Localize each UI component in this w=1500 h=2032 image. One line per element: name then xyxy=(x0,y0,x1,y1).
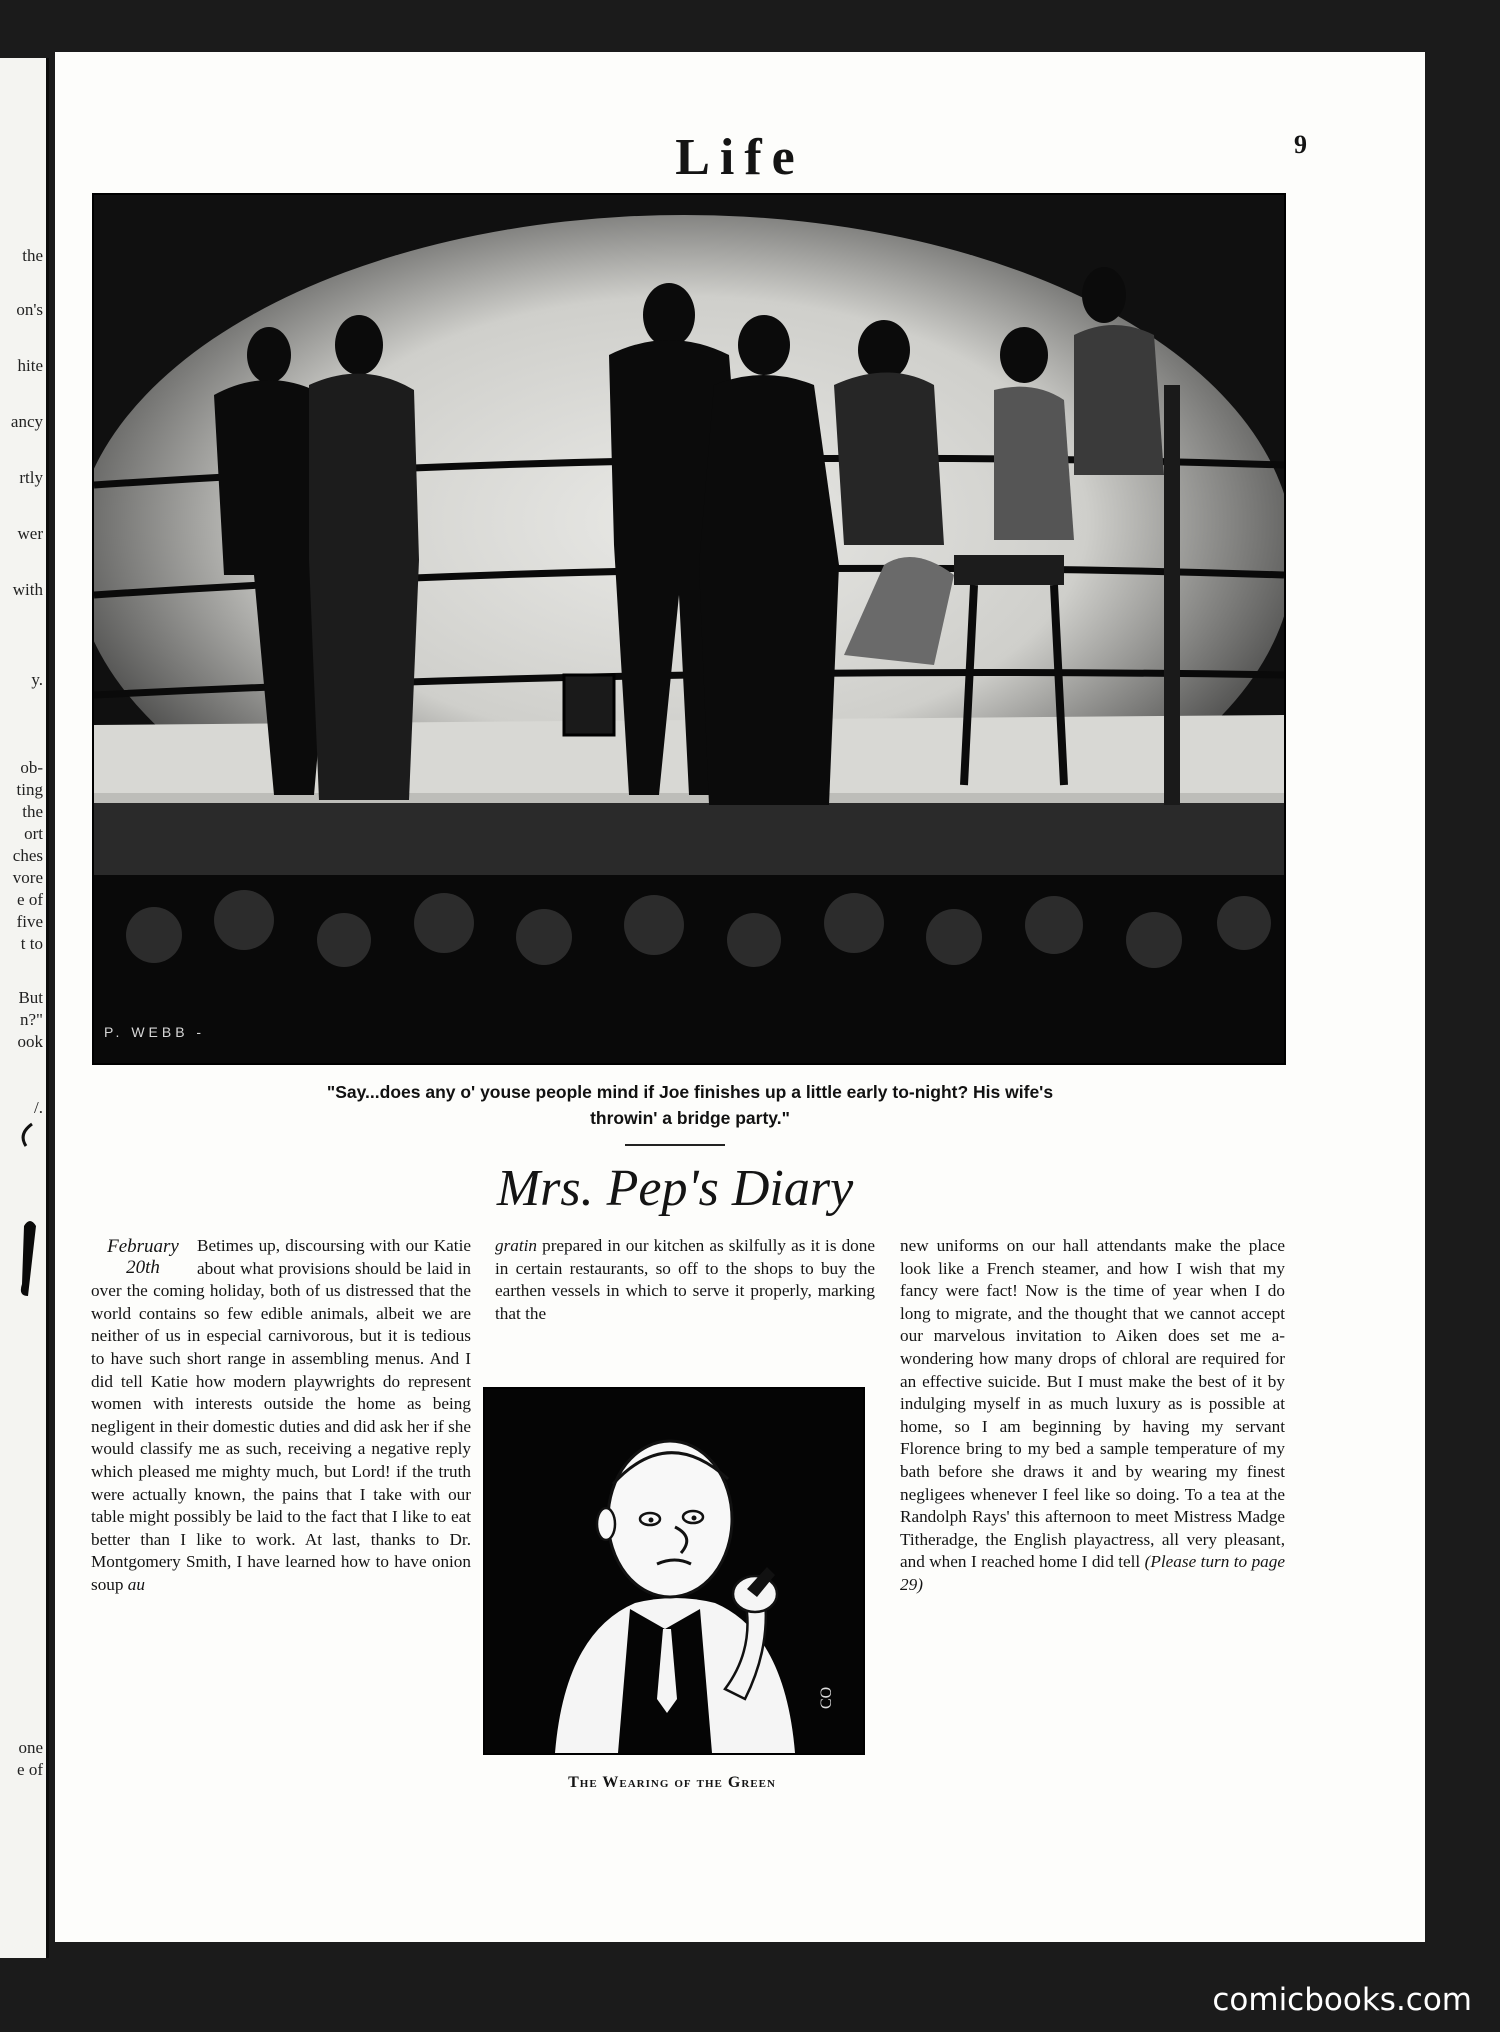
facing-page-fragment: ort xyxy=(24,824,43,843)
facing-page-fragment: ancy xyxy=(10,412,43,431)
diary-dateline xyxy=(91,1235,195,1279)
article-body-text xyxy=(900,1235,1285,1597)
facing-page-fragment: on's xyxy=(16,300,43,319)
cartoon-drawing xyxy=(485,1389,863,1753)
cartoon-caption: The Wearing of the Green xyxy=(568,1774,776,1791)
illustration-caption-line-2: throwin' a bridge party." xyxy=(590,1108,790,1128)
magazine-page xyxy=(55,52,1425,1942)
article-column-3 xyxy=(900,1235,1285,1597)
article-title: Mrs. Pep's Diary xyxy=(496,1160,854,1217)
man-with-pipe-cartoon xyxy=(483,1387,865,1755)
facing-page-decoration xyxy=(2,1116,40,1306)
facing-page-fragment: n?" xyxy=(20,1010,43,1029)
facing-page-fragment: with xyxy=(12,580,43,599)
illustration-caption-line-1: "Say...does any o' youse people mind if Joe finishes up a little early to-night? His wife's xyxy=(326,1082,1054,1102)
article-column-2 xyxy=(495,1235,875,1325)
facing-page-fragment: But xyxy=(18,988,43,1007)
facing-page-fragment: ting xyxy=(16,780,43,799)
dateline-day: 20th xyxy=(126,1257,160,1278)
dateline-month: February xyxy=(107,1236,179,1257)
facing-page-fragment: five xyxy=(16,912,43,931)
facing-page-fragment: t to xyxy=(20,934,43,953)
facing-page-fragment: y. xyxy=(31,670,43,689)
facing-page-fragment: vore xyxy=(12,868,43,887)
facing-page-fragment: ches xyxy=(12,846,43,865)
page-number: 9 xyxy=(1294,130,1307,159)
facing-page-fragment: rtly xyxy=(19,468,43,487)
article-column-1 xyxy=(91,1235,471,1597)
facing-page-fragment: ob- xyxy=(20,758,43,777)
continuation-note: (Please turn to page 29) xyxy=(900,1552,1286,1594)
masthead-title: Life xyxy=(675,129,805,186)
facing-page-fragment: one xyxy=(18,1738,43,1757)
article-body-col1: Betimes up, discoursing with our Katie about what provisions should be laid in over the coming holiday, both of us distressed that the world contains so few edible animals, albeit we are neither of us in especial carnivorous, but it is tedious to have such short range in assembling menus. And I did tell Katie how modern playwrights do represent women with interests outside the home as being negligent in their domestic duties and did ask her if she would classify me as such, receiving a negative reply which pleased me mighty much, but Lord! if the truth were actually known, the pains that I take with our table might possibly be laid to the fact that I like to eat better than I like to work. At last, thanks to Dr. Montgomery Smith, I have learned how to have onion soup xyxy=(91,1236,471,1594)
facing-page-edge xyxy=(0,58,49,1958)
facing-page-fragment: hite xyxy=(17,356,43,375)
article-body-col1-end: au xyxy=(127,1574,145,1594)
article-body-text xyxy=(91,1235,471,1597)
title-rule xyxy=(625,1144,725,1146)
boxing-ring-illustration xyxy=(92,193,1286,1065)
article-body-col2-start: gratin xyxy=(495,1236,538,1255)
facing-page-fragment: /. xyxy=(34,1098,43,1117)
facing-page-fragment: the xyxy=(22,246,43,265)
article-body-col2: prepared in our kitchen as skilfully as it is done in certain restaurants, so off to the shops to buy the earthen vessels in which to serve it properly, marking that the xyxy=(495,1236,875,1323)
facing-page-fragment: ook xyxy=(17,1032,43,1051)
facing-page-fragment: the xyxy=(22,802,43,821)
facing-page-fragment: e of xyxy=(17,890,43,909)
facing-page-fragment: e of xyxy=(17,1760,43,1779)
article-body-text xyxy=(495,1235,875,1325)
facing-page-fragment: wer xyxy=(17,524,43,543)
illustration-caption xyxy=(155,1079,1225,1131)
illustration-signature: P. WEBB - xyxy=(104,1024,206,1040)
boxing-ring-drawing xyxy=(94,195,1284,1063)
svg-text:CO: CO xyxy=(818,1686,835,1709)
watermark: comicbooks.com xyxy=(1212,1982,1472,2018)
article-body-col3: new uniforms on our hall attendants make the place look like a French steamer, and how I wish that my fancy were fact! Now is the time of year when I do long to migrate, and the thought that we cannot accept our marvelous invitation to Aiken does set me a-wondering how many drops of chloral are required for an effective suicide. But I must make the best of it by indulging myself in as much luxury as is possible at home, so I am beginning by having my servant Florence bring to my bed a sample temperature of my bath before she draws it and by wearing my finest negligees whenever I feel like so doing. To a tea at the Randolph Rays' this afternoon to meet Mistress Madge Titheradge, the English playactress, all very pleasant, and when I reached home I did tell xyxy=(900,1236,1285,1572)
